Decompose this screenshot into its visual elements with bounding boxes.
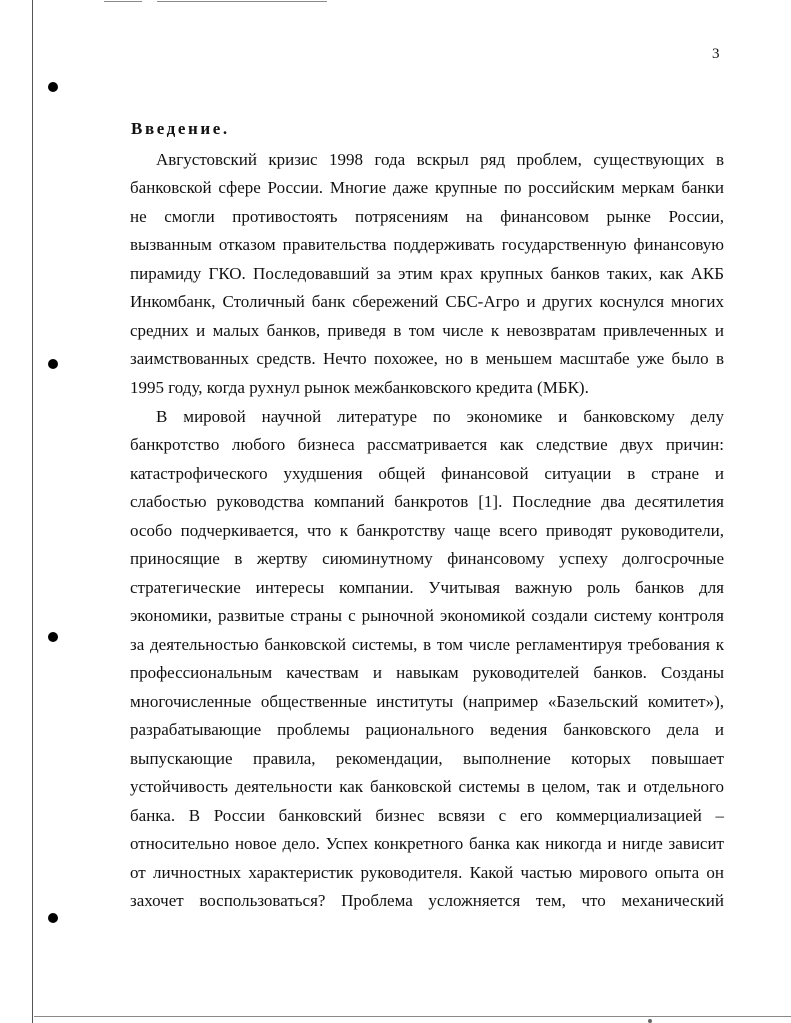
paragraph-2-line: от личностных характеристик руководителя. Какой частью мирового опыта он — [130, 863, 724, 882]
paragraph-2-line: особо подчеркивается, что к банкротству чаще всего приводят руководители, — [130, 521, 724, 540]
paragraph-1-line: вызванным отказом правительства поддерживать государственную финансовую — [130, 235, 724, 254]
paragraph-2-line: за деятельностью банковской системы, в том числе регламентируя требования к — [130, 635, 724, 654]
scan-bottom-line — [34, 1016, 791, 1017]
paragraph-1-line: Августовский кризис 1998 года вскрыл ряд проблем, существующих в — [156, 150, 724, 169]
paragraph-2-line: В мировой научной литературе по экономике и банковскому делу — [156, 407, 724, 426]
paragraph-1-line: 1995 году, когда рухнул рынок межбанковского кредита (МБК). — [130, 378, 589, 397]
paragraph-2-line: банка. В России банковский бизнес всвязи с его коммерциализацией – — [130, 806, 724, 825]
paragraph-2-line: разрабатывающие проблемы рационального ведения банковского дела и — [130, 720, 724, 739]
paragraph-2-line: профессиональным качествам и навыкам руководителей банков. Созданы — [130, 663, 724, 682]
paragraph-2-line: банкротство любого бизнеса рассматривается как следствие двух причин: — [130, 435, 724, 454]
punch-hole-4 — [48, 913, 58, 923]
paragraph-2-line: устойчивость деятельности как банковской системы в целом, так и отдельного — [130, 777, 724, 796]
paragraph-2-line: слабостью руководства компаний банкротов [1]. Последние два десятилетия — [130, 492, 724, 511]
scan-speck — [648, 1019, 652, 1023]
paragraph-1-line: пирамиду ГКО. Последовавший за этим крах крупных банков таких, как АКБ — [130, 264, 724, 283]
page-number: 3 — [712, 46, 720, 62]
paragraph-2-line: экономики, развитые страны с рыночной экономикой создали систему контроля — [130, 606, 724, 625]
paragraph-1-line: Инкомбанк, Столичный банк сбережений СБС-Агро и других коснулся многих — [130, 292, 724, 311]
section-heading: Введение. — [131, 119, 230, 138]
punch-hole-1 — [48, 82, 58, 92]
punch-hole-2 — [48, 359, 58, 369]
paragraph-2-line: многочисленные общественные институты (например «Базельский комитет»), — [130, 692, 724, 711]
paragraph-2-line: стратегические интересы компании. Учитывая важную роль банков для — [130, 578, 724, 597]
paragraph-1-line: не смогли противостоять потрясениям на финансовом рынке России, — [130, 207, 724, 226]
paragraph-2-line: относительно новое дело. Успех конкретного банка как никогда и нигде зависит — [130, 834, 724, 853]
scan-left-edge — [32, 0, 33, 1023]
paragraph-1-line: банковской сфере России. Многие даже крупные по российским меркам банки — [130, 178, 724, 197]
paragraph-2-line: захочет воспользоваться? Проблема усложняется тем, что механический — [130, 891, 724, 910]
paragraph-1-line: средних и малых банков, приведя в том числе к невозвратам привлеченных и — [130, 321, 724, 340]
paragraph-2-line: выпускающие правила, рекомендации, выполнение которых повышает — [130, 749, 724, 768]
paragraph-1-line: заимствованных средств. Нечто похожее, но в меньшем масштабе уже было в — [130, 349, 724, 368]
punch-hole-3 — [48, 632, 58, 642]
paragraph-2-line: катастрофического ухудшения общей финансовой ситуации в стране и — [130, 464, 724, 483]
paragraph-2-line: приносящие в жертву сиюминутному финансовому успеху долгосрочные — [130, 549, 724, 568]
scan-top-line — [157, 1, 327, 2]
scan-top-line — [104, 1, 142, 2]
